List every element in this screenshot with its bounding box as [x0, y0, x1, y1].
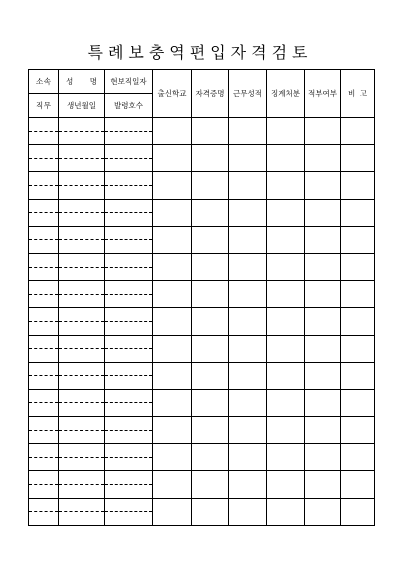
entry-cell[interactable]: [341, 118, 375, 145]
entry-cell[interactable]: [267, 444, 305, 471]
entry-cell-lower[interactable]: [105, 349, 153, 363]
entry-cell-upper[interactable]: [59, 335, 105, 349]
entry-cell[interactable]: [229, 199, 267, 226]
entry-cell-upper[interactable]: [105, 281, 153, 295]
entry-cell[interactable]: [341, 335, 375, 362]
entry-cell-lower[interactable]: [105, 267, 153, 281]
entry-cell-lower[interactable]: [29, 131, 59, 145]
entry-cell[interactable]: [229, 253, 267, 280]
entry-cell[interactable]: [267, 362, 305, 389]
entry-cell[interactable]: [341, 253, 375, 280]
entry-cell[interactable]: [305, 226, 341, 253]
entry-cell-upper[interactable]: [59, 389, 105, 403]
entry-cell[interactable]: [305, 145, 341, 172]
entry-cell[interactable]: [341, 145, 375, 172]
entry-cell-upper[interactable]: [59, 362, 105, 376]
entry-cell-lower[interactable]: [105, 321, 153, 335]
entry-cell-lower[interactable]: [29, 185, 59, 199]
entry-cell[interactable]: [153, 444, 192, 471]
entry-cell-upper[interactable]: [29, 118, 59, 132]
entry-cell-lower[interactable]: [59, 485, 105, 499]
entry-cell[interactable]: [192, 308, 229, 335]
entry-cell-lower[interactable]: [29, 457, 59, 471]
entry-cell-lower[interactable]: [29, 267, 59, 281]
entry-cell-lower[interactable]: [29, 376, 59, 390]
entry-cell[interactable]: [229, 308, 267, 335]
entry-cell-upper[interactable]: [59, 471, 105, 485]
entry-cell-lower[interactable]: [29, 213, 59, 227]
entry-cell-lower[interactable]: [29, 349, 59, 363]
entry-cell-lower[interactable]: [59, 185, 105, 199]
entry-cell-lower[interactable]: [59, 213, 105, 227]
entry-cell[interactable]: [267, 498, 305, 525]
entry-cell[interactable]: [305, 362, 341, 389]
entry-cell-lower[interactable]: [59, 457, 105, 471]
entry-cell-lower[interactable]: [29, 512, 59, 526]
entry-cell-upper[interactable]: [105, 362, 153, 376]
entry-cell[interactable]: [305, 498, 341, 525]
header-cell-work-performance: 근무성적: [229, 70, 267, 118]
entry-cell[interactable]: [267, 308, 305, 335]
entry-cell[interactable]: [267, 226, 305, 253]
entry-cell-upper[interactable]: [29, 444, 59, 458]
entry-cell[interactable]: [153, 389, 192, 416]
entry-cell-lower[interactable]: [105, 376, 153, 390]
entry-cell-upper[interactable]: [29, 362, 59, 376]
entry-cell-upper[interactable]: [29, 199, 59, 213]
record-row-upper: [29, 471, 375, 485]
entry-cell-lower[interactable]: [105, 294, 153, 308]
entry-cell-lower[interactable]: [105, 158, 153, 172]
record-row-upper: [29, 199, 375, 213]
entry-cell-upper[interactable]: [29, 253, 59, 267]
entry-cell[interactable]: [305, 308, 341, 335]
entry-cell-upper[interactable]: [105, 145, 153, 159]
entry-cell-upper[interactable]: [105, 389, 153, 403]
entry-cell-upper[interactable]: [59, 145, 105, 159]
record-row-upper: [29, 335, 375, 349]
entry-cell-upper[interactable]: [105, 335, 153, 349]
header-cell-disciplinary: 징계처분: [267, 70, 305, 118]
entry-cell-lower[interactable]: [59, 158, 105, 172]
entry-cell-upper[interactable]: [105, 498, 153, 512]
entry-cell[interactable]: [153, 417, 192, 444]
entry-cell[interactable]: [229, 389, 267, 416]
entry-cell-lower[interactable]: [105, 185, 153, 199]
record-row-upper: [29, 444, 375, 458]
header-cell-birthdate: 생년월일: [59, 94, 105, 118]
entry-cell-lower[interactable]: [59, 349, 105, 363]
entry-cell[interactable]: [153, 362, 192, 389]
header-cell-certification: 자격증명: [192, 70, 229, 118]
record-row-upper: [29, 308, 375, 322]
entry-cell-lower[interactable]: [29, 403, 59, 417]
entry-cell-upper[interactable]: [59, 444, 105, 458]
header-cell-name: 성 명: [59, 70, 105, 94]
entry-cell-upper[interactable]: [105, 118, 153, 132]
entry-cell[interactable]: [192, 281, 229, 308]
entry-cell[interactable]: [305, 172, 341, 199]
entry-cell[interactable]: [192, 335, 229, 362]
form-title: 특례보충역편입자격검토: [87, 43, 313, 62]
entry-cell[interactable]: [192, 253, 229, 280]
entry-cell[interactable]: [341, 199, 375, 226]
entry-cell-lower[interactable]: [59, 294, 105, 308]
entry-cell[interactable]: [153, 172, 192, 199]
header-cell-duty: 직 무: [29, 94, 59, 118]
entry-cell-upper[interactable]: [105, 417, 153, 431]
entry-cell[interactable]: [229, 362, 267, 389]
entry-cell[interactable]: [153, 118, 192, 145]
entry-cell[interactable]: [229, 471, 267, 498]
entry-cell[interactable]: [229, 444, 267, 471]
header-cell-current-post-date: 현보직일자: [105, 70, 153, 94]
entry-cell[interactable]: [305, 471, 341, 498]
entry-cell[interactable]: [229, 281, 267, 308]
entry-cell[interactable]: [192, 362, 229, 389]
entry-cell-upper[interactable]: [59, 308, 105, 322]
entry-cell-lower[interactable]: [105, 240, 153, 254]
entry-cell-upper[interactable]: [105, 444, 153, 458]
entry-cell[interactable]: [229, 145, 267, 172]
entry-cell[interactable]: [267, 199, 305, 226]
record-row-upper: [29, 226, 375, 240]
entry-cell-lower[interactable]: [105, 213, 153, 227]
entry-cell[interactable]: [341, 389, 375, 416]
header-cell-order-number: 발령호수: [105, 94, 153, 118]
entry-cell-upper[interactable]: [29, 417, 59, 431]
entry-cell[interactable]: [267, 281, 305, 308]
entry-cell-lower[interactable]: [59, 430, 105, 444]
entry-cell[interactable]: [305, 253, 341, 280]
entry-cell-lower[interactable]: [105, 430, 153, 444]
entry-cell[interactable]: [305, 281, 341, 308]
entry-cell[interactable]: [267, 118, 305, 145]
entry-cell[interactable]: [192, 226, 229, 253]
entry-cell[interactable]: [153, 471, 192, 498]
entry-cell[interactable]: [229, 226, 267, 253]
record-row-upper: [29, 417, 375, 431]
entry-cell[interactable]: [229, 417, 267, 444]
entry-cell[interactable]: [341, 308, 375, 335]
header-row-top: [29, 70, 375, 94]
entry-cell[interactable]: [341, 471, 375, 498]
record-row-upper: [29, 498, 375, 512]
entry-cell-upper[interactable]: [29, 335, 59, 349]
entry-cell[interactable]: [229, 498, 267, 525]
record-row-upper: [29, 253, 375, 267]
header-cell-eligibility: 적부여부: [305, 70, 341, 118]
entry-cell-lower[interactable]: [59, 131, 105, 145]
entry-cell[interactable]: [192, 498, 229, 525]
entry-cell-upper[interactable]: [29, 471, 59, 485]
entry-cell-lower[interactable]: [59, 376, 105, 390]
entry-cell-upper[interactable]: [105, 199, 153, 213]
entry-cell-lower[interactable]: [29, 485, 59, 499]
entry-cell-upper[interactable]: [59, 199, 105, 213]
entry-cell[interactable]: [267, 389, 305, 416]
entry-cell-lower[interactable]: [105, 457, 153, 471]
entry-cell[interactable]: [305, 335, 341, 362]
record-row-upper: [29, 118, 375, 132]
header-cell-affiliation: 소 속: [29, 70, 59, 94]
entry-cell[interactable]: [267, 253, 305, 280]
entry-cell[interactable]: [267, 145, 305, 172]
entry-cell-upper[interactable]: [29, 498, 59, 512]
entry-cell[interactable]: [192, 145, 229, 172]
review-form-table: [28, 69, 375, 526]
entry-cell-lower[interactable]: [105, 403, 153, 417]
entry-cell[interactable]: [341, 498, 375, 525]
entry-cell-upper[interactable]: [59, 417, 105, 431]
entry-cell[interactable]: [341, 172, 375, 199]
entry-cell[interactable]: [153, 145, 192, 172]
entry-cell-upper[interactable]: [29, 389, 59, 403]
header-cell-remarks: 비 고: [341, 70, 375, 118]
entry-cell-upper[interactable]: [59, 498, 105, 512]
entry-cell[interactable]: [153, 308, 192, 335]
entry-cell-upper[interactable]: [105, 253, 153, 267]
entry-cell-upper[interactable]: [29, 145, 59, 159]
entry-cell[interactable]: [192, 444, 229, 471]
entry-cell-upper[interactable]: [105, 308, 153, 322]
entry-cell-lower[interactable]: [29, 430, 59, 444]
entry-cell-lower[interactable]: [105, 131, 153, 145]
entry-cell-upper[interactable]: [59, 172, 105, 186]
entry-cell-upper[interactable]: [59, 226, 105, 240]
entry-cell[interactable]: [267, 471, 305, 498]
entry-cell-lower[interactable]: [29, 158, 59, 172]
entry-cell-lower[interactable]: [105, 512, 153, 526]
entry-cell-upper[interactable]: [29, 308, 59, 322]
record-row-upper: [29, 145, 375, 159]
entry-cell[interactable]: [229, 118, 267, 145]
entry-cell[interactable]: [153, 226, 192, 253]
entry-cell-lower[interactable]: [29, 240, 59, 254]
entry-cell[interactable]: [341, 417, 375, 444]
entry-cell[interactable]: [341, 281, 375, 308]
entry-cell[interactable]: [153, 281, 192, 308]
entry-cell[interactable]: [305, 444, 341, 471]
entry-cell[interactable]: [192, 172, 229, 199]
entry-cell[interactable]: [267, 335, 305, 362]
record-row-upper: [29, 281, 375, 295]
entry-cell[interactable]: [153, 199, 192, 226]
entry-cell[interactable]: [153, 335, 192, 362]
entry-cell[interactable]: [341, 444, 375, 471]
entry-cell-lower[interactable]: [29, 321, 59, 335]
entry-cell-lower[interactable]: [59, 512, 105, 526]
record-row-upper: [29, 362, 375, 376]
entry-cell-upper[interactable]: [59, 118, 105, 132]
entry-cell[interactable]: [305, 199, 341, 226]
entry-cell[interactable]: [341, 226, 375, 253]
record-row-upper: [29, 172, 375, 186]
entry-cell[interactable]: [305, 389, 341, 416]
entry-cell-lower[interactable]: [59, 403, 105, 417]
entry-cell-upper[interactable]: [105, 172, 153, 186]
entry-cell[interactable]: [192, 417, 229, 444]
entry-cell-upper[interactable]: [29, 226, 59, 240]
entry-cell-lower[interactable]: [29, 294, 59, 308]
entry-cell-upper[interactable]: [29, 172, 59, 186]
entry-cell[interactable]: [229, 335, 267, 362]
entry-cell[interactable]: [192, 471, 229, 498]
entry-cell[interactable]: [153, 498, 192, 525]
entry-cell[interactable]: [192, 389, 229, 416]
entry-cell[interactable]: [192, 199, 229, 226]
entry-cell[interactable]: [267, 417, 305, 444]
entry-cell[interactable]: [267, 172, 305, 199]
entry-cell[interactable]: [341, 362, 375, 389]
entry-cell[interactable]: [192, 118, 229, 145]
entry-cell-upper[interactable]: [59, 253, 105, 267]
entry-cell-upper[interactable]: [105, 471, 153, 485]
entry-cell[interactable]: [305, 118, 341, 145]
entry-cell-lower[interactable]: [59, 267, 105, 281]
entry-cell[interactable]: [305, 417, 341, 444]
entry-cell[interactable]: [229, 172, 267, 199]
record-row-upper: [29, 389, 375, 403]
entry-cell-upper[interactable]: [29, 281, 59, 295]
entry-cell[interactable]: [153, 253, 192, 280]
header-cell-school: 출신학교: [153, 70, 192, 118]
entry-cell-lower[interactable]: [105, 485, 153, 499]
entry-cell-upper[interactable]: [105, 226, 153, 240]
entry-cell-lower[interactable]: [59, 321, 105, 335]
entry-cell-upper[interactable]: [59, 281, 105, 295]
entry-cell-lower[interactable]: [59, 240, 105, 254]
